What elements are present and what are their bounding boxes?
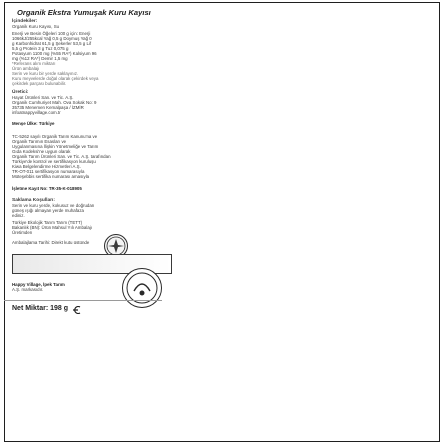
reference-note: *Referans alım miktarı: [12, 61, 56, 66]
kernel-warning: Kuru meyvelerde doğal olarak çekirdek veya: [12, 76, 99, 81]
producer-heading: Üretici:: [12, 90, 29, 95]
producer-line: infoatnappyvillage.com.tr: [12, 110, 61, 115]
packaging-date: Ambalajlama Tarihi: Direkt kutu üstünde: [12, 240, 90, 245]
divider: [4, 300, 162, 301]
product-title: Organik Ekstra Yumuşak Kuru Kayısı: [17, 8, 151, 17]
storage-line: güneş ışığı almayan yerde muhafaza: [12, 208, 84, 213]
nutrition-line: 1066kJ/255kcal Yağ 0,5 g Doymuş Yağ 0: [12, 36, 92, 41]
storage-line: Türkiye Ekolojik Tarım Tarım (TETT): [12, 220, 83, 225]
certification-line: TC-5262 sayılı Organik Tarım Kanunu'na ve: [12, 134, 98, 139]
estimated-e-mark-icon: [72, 306, 81, 314]
certification-line: TR-OT-011 sertifikasyon numarasıyla: [12, 169, 85, 174]
certification-line: Müteşebbis sertifika numarası amasıyla: [12, 174, 90, 179]
nutrition-line: 5,5 g Protein 3 g Tuz 0,075 g: [12, 46, 69, 51]
storage-line: Serin ve kuru yerde, kokusuz ve doğrudan: [12, 203, 95, 208]
storage-line: Üretimden: [12, 230, 33, 235]
packaging-note: Ürün ambalajı: [12, 66, 40, 71]
net-amount: Net Miktar: 198 g: [12, 305, 69, 312]
origin-country: Menşe Ülke: Türkiye: [12, 121, 55, 126]
certification-line: Organik Tarım Ürünleri San. ve Tic. A.Ş. tarafından: [12, 154, 111, 159]
nutrition-line: mg (%12 RA*) Demir 1,5 mg: [12, 56, 68, 61]
brand-line: A.Ş. markasıdır.: [12, 287, 44, 292]
producer-line: Hayat Ürünleri San. ve Tic. A.Ş.: [12, 95, 74, 100]
brand-line: Happy Village, İpek Tarım: [12, 282, 65, 287]
nutrition-line: Potasyum 1100 mg (%55 RA*) Kalsiyum 96: [12, 51, 97, 56]
nutrition-line: Enerji ve Besin Öğeleri 100 g için: Enerji: [12, 31, 91, 36]
ingredients-heading: İçindekiler:: [12, 19, 38, 24]
certification-line: Türkiye'de kontrol ve sertifikasyon kuruluşu: [12, 159, 96, 164]
certification-line: Organik Tarımın Esasları ve: [12, 139, 67, 144]
nutrition-line: g Karbonhidrat 61,5 g Şekerler 53,5 g Lif: [12, 41, 92, 46]
certification-line: Gıda Kodeksi'ne uygun olarak: [12, 149, 71, 154]
storage-line: Bakanlık (BN): Ürün Mahsul Yılı Ambalajı: [12, 225, 92, 230]
registration-number: İşletme Kayıt No: TR-35-K-018905: [12, 186, 82, 191]
ingredients-line: Organik Kuru Kayısı, Su: [12, 24, 60, 29]
storage-note: Serin ve kuru bir yerde saklayınız.: [12, 71, 79, 76]
producer-line: 35735 Menemen Kemalpaşa / İZMİR: [12, 105, 84, 110]
brand-logo-icon: [122, 268, 162, 308]
storage-heading: Saklama Koşulları:: [12, 198, 55, 203]
producer-line: Organik Cumhuriyet Mah. Ova Sokak No: 9: [12, 100, 97, 105]
certification-line: Uygulanmasına İlişkin Yönetmeliğe ve Tarım: [12, 144, 99, 149]
storage-line: ediniz.: [12, 213, 25, 218]
certification-line: Kiwa Belgelendirme Hizmetleri A.Ş.: [12, 164, 81, 169]
kernel-warning: çekirdek parçası bulunabilir.: [12, 81, 67, 86]
